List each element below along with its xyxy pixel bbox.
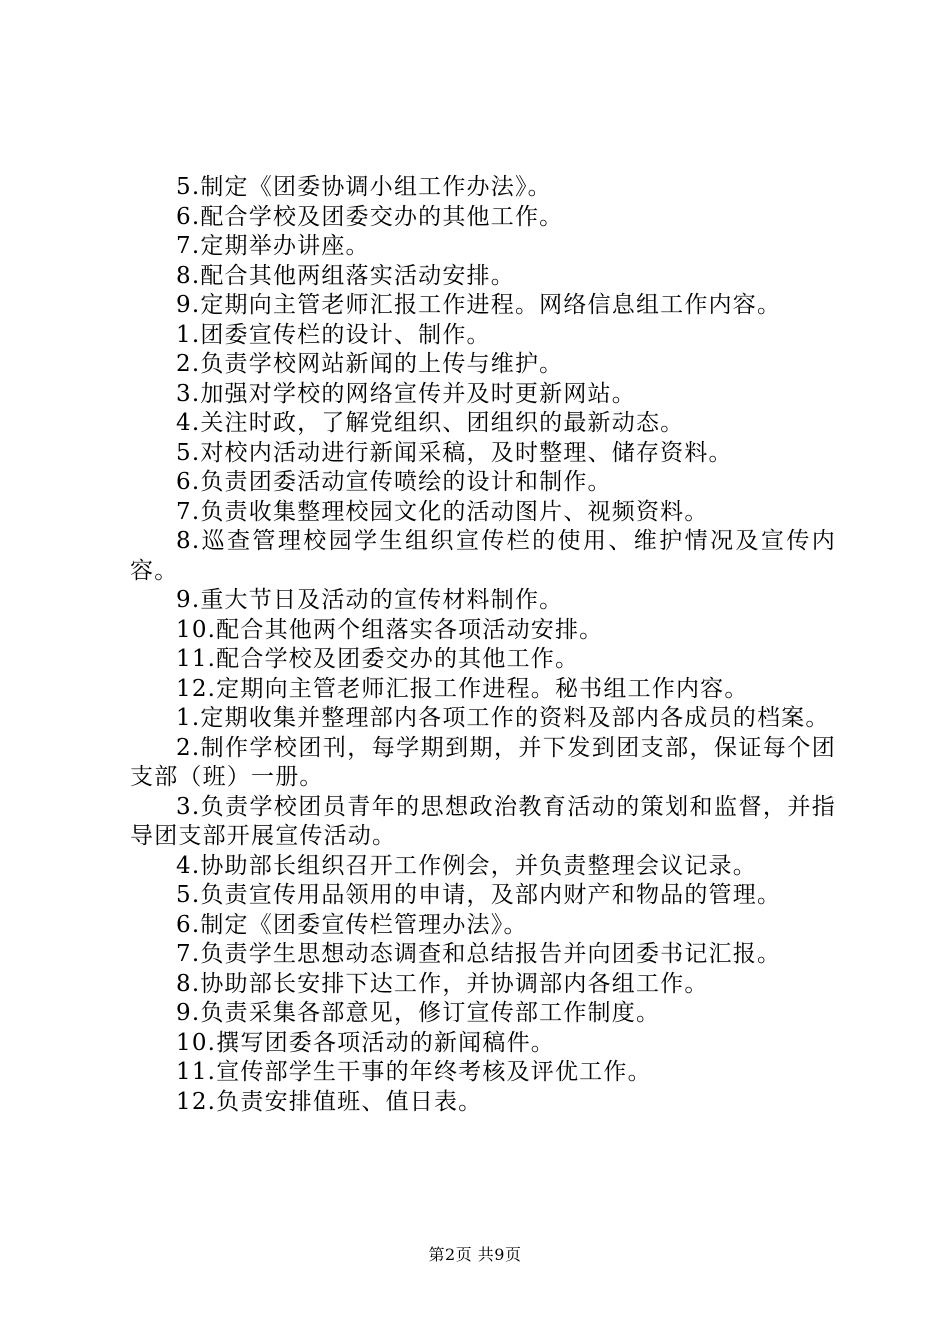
paragraph: 10.撰写团委各项活动的新闻稿件。 <box>176 1029 555 1056</box>
paragraph: 6.配合学校及团委交办的其他工作。 <box>176 203 564 230</box>
paragraph: 2.负责学校网站新闻的上传与维护。 <box>176 351 564 377</box>
paragraph: 1.团委宣传栏的设计、制作。 <box>176 321 491 348</box>
paragraph: 7.定期举办讲座。 <box>176 233 370 259</box>
paragraph: 3.加强对学校的网络宣传并及时更新网站。 <box>176 380 636 407</box>
paragraph: 6.制定《团委宣传栏管理办法》。 <box>176 911 528 938</box>
paragraph: 9.定期向主管老师汇报工作进程。网络信息组工作内容。 <box>176 292 782 318</box>
paragraph: 4.协助部长组织召开工作例会，并负责整理会议记录。 <box>176 852 757 879</box>
paragraph: 4.关注时政，了解党组织、团组织的最新动态。 <box>176 410 685 436</box>
paragraph: 11.配合学校及团委交办的其他工作。 <box>176 646 580 672</box>
page-number-label: 第2页 共9页 <box>428 1245 522 1264</box>
document-body <box>130 173 836 1117</box>
paragraph: 6.负责团委活动宣传喷绘的设计和制作。 <box>176 469 612 495</box>
paragraph: 12.定期向主管老师汇报工作进程。秘书组工作内容。 <box>176 675 749 702</box>
paragraph: 9.负责采集各部意见，修订宣传部工作制度。 <box>176 1000 661 1026</box>
page-footer <box>0 1245 950 1265</box>
paragraph: 1.定期收集并整理部内各项工作的资料及部内各成员的档案。 <box>176 705 830 731</box>
paragraph: 7.负责收集整理校园文化的活动图片、视频资料。 <box>176 498 709 525</box>
paragraph: 10.配合其他两个组落实各项活动安排。 <box>176 616 604 643</box>
paragraph: 3.负责学校团员青年的思想政治教育活动的策划和监督，并指导团支部开展宣传活动。 <box>130 793 836 849</box>
paragraph: 2.制作学校团刊，每学期到期，并下发到团支部，保证每个团支部（班）一册。 <box>130 734 836 790</box>
paragraph: 7.负责学生思想动态调查和总结报告并向团委书记汇报。 <box>176 941 782 967</box>
paragraph: 5.制定《团委协调小组工作办法》。 <box>176 174 552 200</box>
paragraph: 11.宣传部学生干事的年终考核及评优工作。 <box>176 1059 652 1085</box>
paragraph: 8.配合其他两组落实活动安排。 <box>176 262 515 289</box>
paragraph: 5.负责宣传用品领用的申请，及部内财产和物品的管理。 <box>176 882 782 908</box>
paragraph: 9.重大节日及活动的宣传材料制作。 <box>176 587 564 613</box>
paragraph: 8.协助部长安排下达工作，并协调部内各组工作。 <box>176 970 709 997</box>
paragraph: 8.巡查管理校园学生组织宣传栏的使用、维护情况及宣传内容。 <box>130 528 836 584</box>
paragraph: 12.负责安排值班、值日表。 <box>176 1088 483 1115</box>
paragraph: 5.对校内活动进行新闻采稿，及时整理、储存资料。 <box>176 439 733 466</box>
